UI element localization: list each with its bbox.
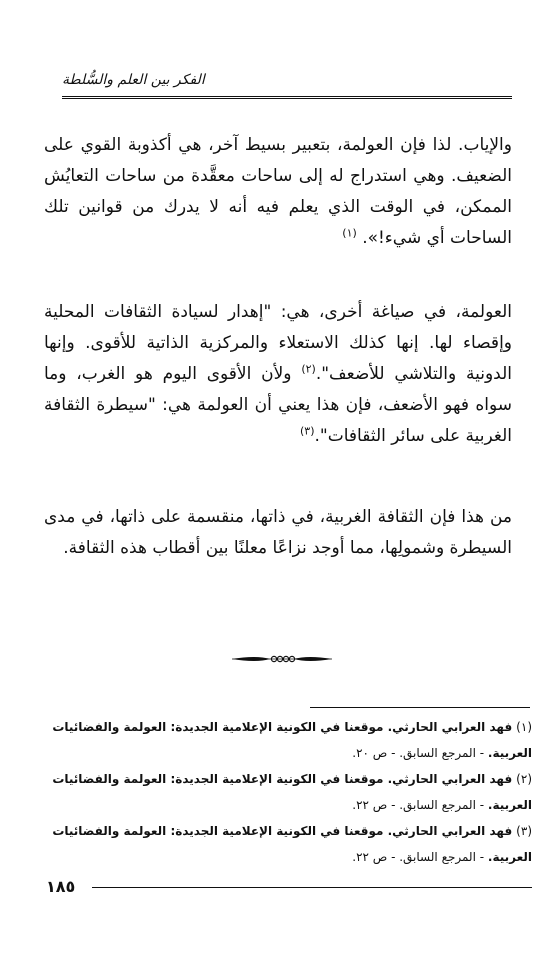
- footnote-number: (١): [516, 720, 532, 734]
- footnote-2: [44, 766, 532, 818]
- footnote-separator: [310, 707, 530, 708]
- page-number: ١٨٥: [46, 877, 76, 896]
- footnote-number: (٣): [516, 824, 532, 838]
- paragraph-3-text: من هذا فإن الثقافة الغربية، في ذاتها، منقسمة على ذاتها، في مدى السيطرة وشمولِها، مما أوجد نزاعًا معلنًا بين أقطاب هذه الثقافة.: [44, 507, 512, 558]
- paragraph-2-text-a: العولمة، في صياغة أخرى، هي: "إهدار لسيادة الثقافات المحلية وإقصاء لها. إنها كذلك الاستعلاء والمركزية الذاتية للأقوى. وإنها الدونية والتلاشي للأضعف".: [44, 302, 512, 384]
- footnote-number: (٢): [516, 772, 532, 786]
- running-header-title: الفكر بين العلم والسُّلطة: [62, 72, 205, 88]
- footnotes-list: [44, 714, 532, 870]
- footnote-1: [44, 714, 532, 766]
- body-paragraph-1: [44, 130, 512, 254]
- page-number-rule: [92, 887, 532, 888]
- header-double-rule: [62, 96, 512, 99]
- footnote-3: [44, 818, 532, 870]
- body-paragraph-3: [44, 502, 512, 564]
- footnote-source-title: فهد العرابي الحارثي. موقعنا في الكونية الإعلامية الجديدة: العولمة والفضائيات العربية.: [52, 772, 532, 812]
- paragraph-2-text-b: ولأن الأقوى اليوم هو الغرب، وما سواه فهو الأضعف، فإن هذا يعني أن العولمة هي: "سيطرة الثقافة الغربية على سائر الثقافات".: [44, 364, 512, 446]
- footnote-ref-1[interactable]: (١): [342, 226, 357, 240]
- footnote-source-detail: - المرجع السابق. - ص ٢٠.: [352, 746, 485, 760]
- paragraph-1-text: والإياب. لذا فإن العولمة، بتعبير بسيط آخر، هي أكذوبة القوي على الضعيف. وهي استدراج له إلى ساحات معقَّدة من ساحات التعايُش الممكن، في الوقت الذي يعلم فيه أنه لا يدرك من قوانين تلك الساحات أي شيء!».: [44, 135, 512, 248]
- footnote-source-detail: - المرجع السابق. - ص ٢٢.: [352, 798, 485, 812]
- body-paragraph-2: [44, 297, 512, 452]
- footnote-ref-3[interactable]: (٣): [299, 424, 315, 438]
- footnote-ref-2[interactable]: (٢): [301, 362, 316, 376]
- divider-ornament-icon: [230, 651, 334, 667]
- footnote-source-title: فهد العرابي الحارثي. موقعنا في الكونية الإعلامية الجديدة: العولمة والفضائيات العربية.: [52, 720, 532, 760]
- footnote-source-detail: - المرجع السابق. - ص ٢٢.: [352, 850, 485, 864]
- footnote-source-title: فهد العرابي الحارثي. موقعنا في الكونية الإعلامية الجديدة: العولمة والفضائيات العربية.: [52, 824, 532, 864]
